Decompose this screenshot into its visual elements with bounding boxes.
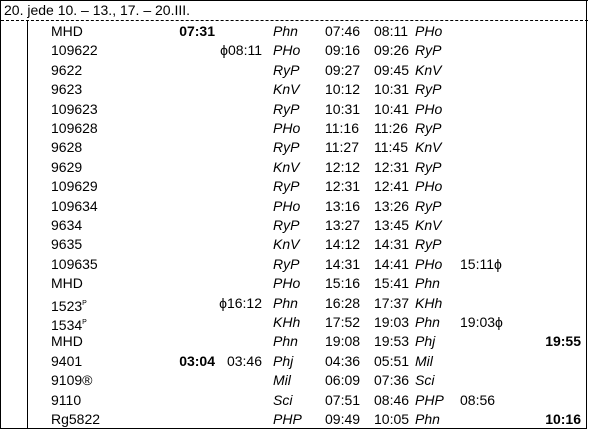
cell-st2: KHh (415, 294, 443, 311)
cell-t1: 19:08 (325, 333, 361, 350)
cell-train: 9628 (51, 139, 83, 156)
cell-train: 109623 (51, 100, 98, 117)
cell-train: Rg5822 (51, 411, 101, 427)
cell-t1: 06:09 (325, 372, 361, 389)
cell-t1: 10:12 (325, 81, 361, 98)
cell-t1: 10:31 (325, 100, 361, 117)
cell-train: 9109® (51, 372, 93, 389)
cell-train: 9623 (51, 81, 83, 98)
cell-t1: 16:28 (325, 294, 361, 311)
cell-train: 109629 (51, 178, 98, 195)
cell-t1: 09:27 (325, 61, 361, 78)
cell-train: $1534^P$ (51, 317, 87, 333)
cell-st2: PHo (415, 23, 443, 39)
cell-t2: 07:36 (374, 372, 410, 389)
cell-st2: Phn (415, 411, 440, 427)
cell-train: 109628 (51, 120, 98, 136)
cell-t2: 12:31 (374, 158, 410, 175)
schedule-row (1, 352, 588, 371)
cell-t1: 11:16 (325, 120, 359, 136)
cell-st2: Phj (415, 333, 436, 350)
cell-st2: PHP (415, 391, 444, 408)
cell-t1: 15:16 (325, 275, 361, 292)
cell-st1: Phn (273, 333, 298, 350)
cell-train: 9635 (51, 236, 83, 253)
cell-st1: PHo (273, 275, 301, 292)
cell-st2: RyP (415, 158, 442, 175)
schedule-row (1, 313, 588, 332)
cell-train: 109634 (51, 197, 98, 214)
cell-train: 109635 (51, 255, 98, 272)
cell-st1: PHo (273, 197, 301, 214)
schedule-row (1, 61, 588, 80)
cell-st2: PHo (415, 255, 443, 272)
cell-t1: 09:49 (325, 411, 361, 427)
schedule-row (1, 255, 588, 274)
schedule-row (1, 274, 588, 293)
train-superscript: P (82, 299, 87, 307)
schedule-row (1, 158, 588, 177)
cell-t2: 05:51 (374, 352, 410, 369)
schedule-row (1, 371, 588, 390)
cell-t2: 12:41 (374, 178, 410, 195)
cell-train: 9634 (51, 217, 83, 233)
cell-t1: 09:16 (325, 42, 361, 59)
schedule-row (1, 410, 588, 429)
schedule-row (1, 216, 588, 235)
cell-t2: 15:41 (374, 275, 410, 292)
schedule-row (1, 41, 588, 60)
cell-st1: PHP (273, 411, 302, 427)
cell-t2: 19:53 (374, 333, 410, 350)
cell-st1: Phn (273, 23, 298, 39)
schedule-row (1, 138, 588, 157)
cell-t1: 04:36 (325, 352, 361, 369)
train-superscript: P (82, 319, 87, 326)
schedule-row (1, 22, 588, 41)
cell-st1: PHo (273, 42, 301, 59)
cell-st2: KnV (415, 61, 442, 78)
cell-t2: 09:26 (374, 42, 410, 59)
cell-t2: 09:45 (374, 61, 410, 78)
cell-st1: KnV (273, 236, 300, 253)
schedule-row (1, 177, 588, 196)
cell-st2: RyP (415, 120, 442, 136)
cell-t2: 14:41 (374, 255, 410, 272)
cell-t2: 11:26 (374, 120, 408, 136)
cell-st2: PHo (415, 178, 443, 195)
cell-st2: RyP (415, 236, 442, 253)
cell-st1: Phj (273, 352, 294, 369)
cell-extra: 08:56 (460, 391, 496, 408)
cell-st1: RyP (273, 217, 300, 233)
cell-t1: 13:16 (325, 197, 361, 214)
cell-train: MHD (51, 23, 83, 39)
cell-t2: 14:31 (374, 236, 410, 253)
schedule-header (1, 0, 588, 21)
cell-train: MHD (51, 333, 83, 350)
cell-dep: 03:46 (226, 352, 262, 369)
cell-t1: 11:27 (325, 139, 359, 156)
cell-st1: RyP (273, 255, 300, 272)
cell-st2: PHo (415, 100, 443, 117)
cell-t1: 13:27 (325, 217, 361, 233)
cell-start: 07:31 (179, 23, 215, 39)
cell-st1: RyP (273, 178, 300, 195)
cell-st1: RyP (273, 61, 300, 78)
cell-st1: PHo (273, 120, 301, 136)
cell-t1: 12:31 (325, 178, 361, 195)
schedule-row (1, 119, 588, 138)
cell-st1: RyP (273, 139, 300, 156)
cell-st1: RyP (273, 100, 300, 117)
cell-train: 9110 (51, 391, 82, 408)
cell-st1: Sci (273, 391, 293, 408)
cell-t2: 08:11 (374, 23, 408, 39)
cell-train: 9629 (51, 158, 83, 175)
cell-st2: Sci (415, 372, 435, 389)
schedule-row (1, 80, 588, 99)
cell-st1: KnV (273, 81, 300, 98)
cell-st2: Phn (415, 314, 440, 330)
cell-t1: 17:52 (325, 314, 361, 330)
cell-t2: 19:03 (374, 314, 410, 330)
cell-t2: 10:31 (374, 81, 410, 98)
cell-st1: Mil (273, 372, 291, 389)
cell-t1: 07:46 (325, 23, 361, 39)
cell-st2: RyP (415, 42, 442, 59)
cell-st1: KHh (273, 314, 301, 330)
cell-st2: RyP (415, 81, 442, 98)
cell-t1: 14:31 (325, 255, 361, 272)
cell-extra: 15:11ϕ (460, 255, 502, 272)
cell-t2: 08:46 (374, 391, 410, 408)
cell-t2: 10:05 (374, 411, 410, 427)
schedule-row (1, 391, 588, 410)
schedule-row (1, 332, 588, 351)
cell-start: 03:04 (179, 352, 215, 369)
cell-dep: ϕ08:11 (220, 42, 262, 59)
cell-t2: 10:41 (374, 100, 410, 117)
cell-st2: RyP (415, 197, 442, 214)
cell-train: MHD (51, 275, 83, 292)
cell-t1: 07:51 (325, 391, 361, 408)
cell-extra: 19:03ϕ (460, 314, 503, 330)
cell-t1: 12:12 (325, 158, 361, 175)
cell-train: 9622 (51, 61, 83, 78)
header-text: 20. jede 10. – 13., 17. – 20.III. (4, 2, 191, 18)
cell-t1: 14:12 (325, 236, 361, 253)
cell-st2: KnV (415, 217, 442, 233)
schedule-row (1, 235, 588, 254)
cell-st2: Mil (415, 352, 433, 369)
schedule-row (1, 294, 588, 313)
cell-t2: 13:26 (374, 197, 410, 214)
schedule-row (1, 197, 588, 216)
cell-st1: Phn (273, 294, 298, 311)
cell-train: $1523^P$ (51, 297, 87, 314)
cell-t2: 17:37 (374, 294, 410, 311)
cell-fin: 10:16 (545, 411, 581, 427)
cell-st1: KnV (273, 158, 300, 175)
cell-t2: 13:45 (374, 217, 410, 233)
cell-st2: KnV (415, 139, 442, 156)
cell-st2: Phn (415, 275, 440, 292)
cell-train: 109622 (51, 42, 98, 59)
cell-fin: 19:55 (545, 333, 581, 350)
cell-train: 9401 (51, 352, 83, 369)
cell-dep: ϕ16:12 (219, 294, 262, 311)
schedule-row (1, 100, 588, 119)
cell-t2: 11:45 (374, 139, 408, 156)
